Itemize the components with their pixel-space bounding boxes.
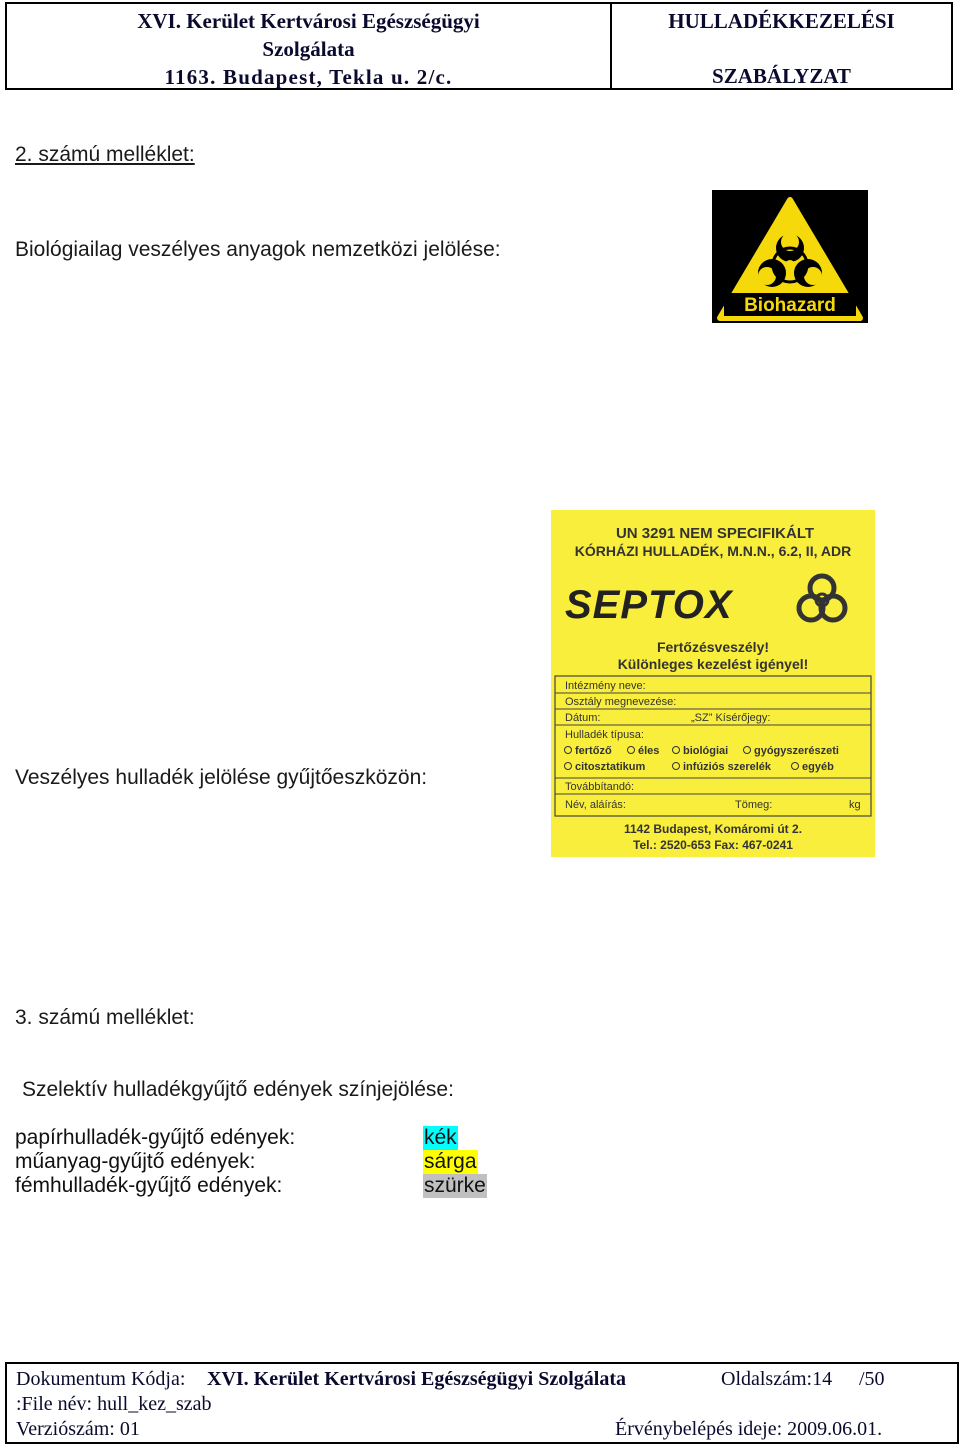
label-hospital-waste-line: KÓRHÁZI HULLADÉK, M.N.N., 6.2, II, ADR (574, 543, 852, 559)
biohazard-icon (712, 190, 868, 323)
label-field-institution: Intézmény neve: (565, 680, 646, 692)
label-type-biological: biológiai (683, 745, 729, 757)
page-total: /50 (859, 1368, 885, 1390)
version-number: Verziószám: 01 (16, 1418, 140, 1440)
label-warning-infection: Fertőzésveszély! (656, 639, 770, 655)
label-warning-handling: Különleges kezelést igényel! (617, 656, 809, 672)
doc-title-line1: HULLADÉKKEZELÉSI (668, 9, 895, 33)
doc-code-label: Dokumentum Kódja: (16, 1368, 186, 1390)
biohazard-caption: Biológiailag veszélyes anyagok nemzetközi jelölése: (15, 238, 501, 261)
doc-title-line2: SZABÁLYZAT (712, 64, 851, 88)
label-type-pharmaceutical: gyógyszerészeti (754, 745, 839, 757)
doc-title-block (612, 4, 951, 88)
label-field-date: Dátum: (565, 712, 601, 724)
bin-color: szürke (424, 1174, 486, 1197)
file-name: :File név: hull_kez_szab (16, 1393, 212, 1415)
waste-label-graphic (551, 510, 875, 857)
label-field-name: Név, aláírás: (565, 799, 626, 811)
org-block (7, 4, 612, 88)
label-field-sz-ticket: „SZ” Kísérőjegy: (691, 712, 771, 724)
label-type-sharp: éles (638, 745, 660, 757)
bin-color: sárga (424, 1150, 477, 1173)
label-phone-fax: Tel.: 2520-653 Fax: 467-0241 (633, 838, 793, 852)
org-name-line1: XVI. Kerület Kertvárosi Egészségügyi (137, 9, 480, 33)
label-type-infusion: infúziós szerelék (683, 761, 772, 773)
label-field-mass: Tömeg: (735, 799, 773, 811)
annex3-heading: 3. számú melléklet: (15, 1006, 195, 1029)
label-address: 1142 Budapest, Komáromi út 2. (623, 822, 803, 836)
doc-code-value: XVI. Kerület Kertvárosi Egészségügyi Szolgálata (207, 1368, 627, 1390)
annex2-heading: 2. számú melléklet: (15, 143, 195, 166)
biohazard-sign (712, 190, 868, 323)
septox-logo-text: SEPTOX (565, 583, 733, 627)
effective-date: Érvénybelépés ideje: 2009.06.01. (615, 1418, 883, 1440)
label-field-department: Osztály megnevezése: (565, 696, 677, 708)
label-field-forward: Továbbítandó: (565, 781, 635, 793)
document-footer (5, 1362, 959, 1444)
bin-type: fémhulladék-gyűjtő edények: (15, 1174, 283, 1197)
bin-type: műanyag-gyűjtő edények: (15, 1150, 256, 1173)
label-biohazard-icon (799, 576, 845, 620)
label-type-cytostatic: citosztatikum (575, 761, 646, 773)
bin-type: papírhulladék-gyűjtő edények: (15, 1126, 296, 1149)
page-number: Oldalszám:14 (721, 1368, 833, 1390)
label-type-infectious: fertőző (575, 745, 612, 757)
waste-label-caption: Veszélyes hulladék jelölése gyűjtőeszközön: (15, 766, 428, 789)
bin-color: kék (424, 1126, 457, 1149)
label-type-other: egyéb (802, 761, 834, 773)
label-un-line: UN 3291 NEM SPECIFIKÁLT (615, 525, 815, 542)
label-field-unit: kg (849, 799, 861, 811)
org-address: 1163. Budapest, Tekla u. 2/c. (164, 65, 453, 89)
org-name-line2: Szolgálata (262, 37, 355, 61)
annex3-subheading: Szelektív hulladékgyűjtő edények színjejölése: (22, 1078, 454, 1101)
document-header (5, 2, 953, 90)
biohazard-sign-text: Biohazard (744, 295, 836, 316)
label-field-waste-type: Hulladék típusa: (565, 729, 644, 741)
hazardous-waste-label (551, 510, 875, 857)
